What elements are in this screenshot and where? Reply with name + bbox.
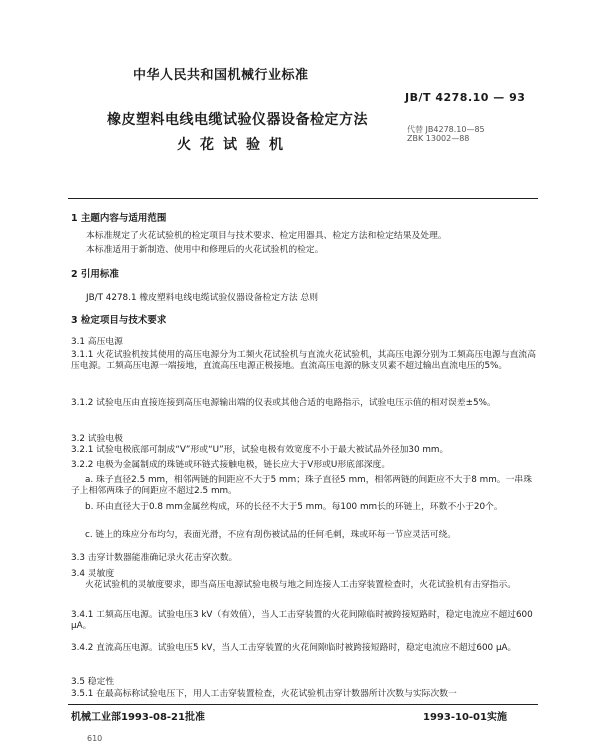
replaces-standard-2: ZBK 13002—88 [407,134,470,143]
issuing-org-title: 中华人民共和国机械行业标准 [133,68,309,83]
clause-3-4-paragraph: 火花试验机的灵敏度要求，即当高压电源试验电极与地之间连接人工击穿装置检查时，火花试验机有击穿指示。 [85,580,517,590]
clause-3-1-2: 3.1.2 试验电压由直接连接到高压电源输出端的仪表或其他合适的电路指示，试验电压示值的相对误差±5%。 [71,398,496,408]
clause-3-2-2: 3.2.2 电极为金属制成的珠链或环链式接触电极，链长应大于V形或U形底部深度。 [71,460,391,470]
clause-3-1-1: 3.1.1 火花试验机按其使用的高压电源分为工频火花试验机与直流火花试验机，其高压电源分别为工频高压电源与直流高压电源。工频高压电源一端接地，直流高压电源正极接地。直流高压电源的脉支贝素不超过输出直流电压的5%。 [71,350,537,371]
clause-3-4: 3.4 灵敏度 [71,569,115,579]
replaces-standard-1: 代替 JB4278.10—85 [407,125,485,134]
clause-3-1: 3.1 高压电源 [71,337,123,347]
clause-3-2: 3.2 试验电极 [71,434,123,444]
section-1-paragraph-1: 本标准规定了火花试验机的检定项目与技术要求、检定用器具、检定方法和检定结果及处理。 [86,231,447,241]
footer-divider [68,704,538,705]
header-divider [68,198,538,199]
clause-3-2-1: 3.2.1 试验电极底部可制成“V”形或“U”形，试验电极有效宽度不小于最大被试品外径加30 mm。 [71,445,449,455]
approval-date: 机械工业部1993-08-21批准 [71,712,205,723]
page-number: 610 [87,734,103,743]
document-subtitle: 火花试验机 [177,137,292,153]
section-1-heading: 1 主题内容与适用范围 [71,213,167,224]
clause-3-2-2-b: b. 环由直径大于0.8 mm金属丝构成，环的长径不大于5 mm。每100 mm长的环链上，环数不小于20个。 [85,502,503,512]
clause-3-4-2: 3.4.2 直流高压电源。试验电压5 kV，当人工击穿装置的火花间隙临时被跨接短路时，稳定电流应不超过600 μA。 [71,643,517,653]
clause-3-5: 3.5 稳定性 [71,677,115,687]
referenced-standard: JB/T 4278.1 橡皮塑料电线电缆试验仪器设备检定方法 总则 [86,293,319,303]
clause-3-3: 3.3 击穿计数器能准确记录火花击穿次数。 [71,553,238,563]
clause-3-5-1: 3.5.1 在最高标称试验电压下，用人工击穿装置检查，火花试验机击穿计数器所计次数与实际次数一 [71,689,457,699]
document-title: 橡皮塑料电线电缆试验仪器设备检定方法 [107,112,368,128]
clause-3-4-1: 3.4.1 工频高压电源。试验电压3 kV（有效值），当人工击穿装置的火花间隙临时被跨接短路时，稳定电流应不超过600 μA。 [71,610,533,631]
clause-3-2-2-a: a. 珠子直径2.5 mm，相邻两链的间距应不大于5 mm；珠子直径5 mm，相邻两链的间距应不大于8 mm。一串珠子上相邻两珠子的间距应不超过2.5 mm。 [71,475,532,496]
standard-number: JB/T 4278.10 — 93 [405,91,526,104]
section-3-heading: 3 检定项目与技术要求 [71,315,167,326]
effective-date: 1993-10-01实施 [423,712,507,723]
clause-3-2-2-c: c. 链上的珠应分布均匀，表面光滑，不应有刮伤被试品的任何毛刺，珠或环每一节应灵活可绕。 [85,530,457,540]
section-1-paragraph-2: 本标准适用于新制造、使用中和修理后的火花试验机的检定。 [86,245,324,255]
section-2-heading: 2 引用标准 [71,269,119,280]
